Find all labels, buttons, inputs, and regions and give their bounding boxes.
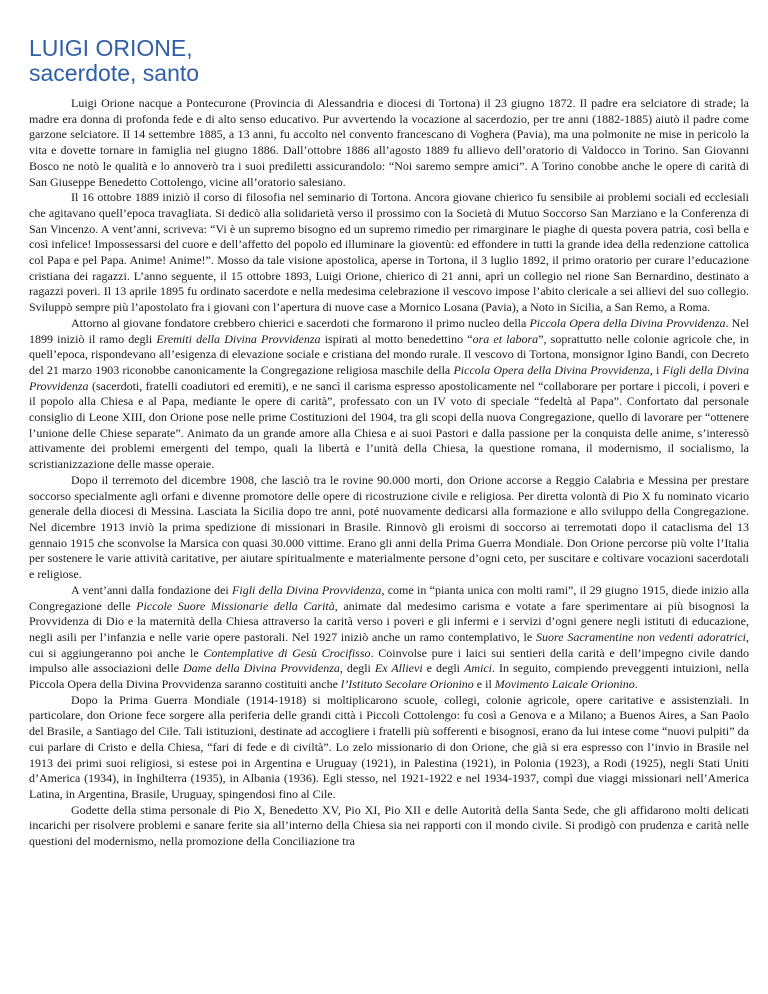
text-run: . Nel 1899 iniziò il ramo degli (29, 315, 749, 346)
paragraph (29, 96, 749, 190)
page-title (29, 36, 749, 86)
italic-text: ora et labora (472, 331, 539, 346)
paragraph (29, 190, 749, 316)
italic-text: Piccola Opera della Divina Provvidenza (529, 315, 726, 330)
text-run: Il 16 ottobre 1889 iniziò il corso di filosofia nel seminario di Tortona. Ancora giovane chierico fu sensibile ai problemi sociali ed ecclesiali che agitavano quell’epoca travagliata. Si dedicò alla solidarietà verso il prossimo con la Società di Mutuo Soccorso San Marziano e la Conferenza di San Vincenzo. A vent’anni, scriveva: “Vi è un supremo bisogno ed un supremo rimedio per rimarginare le piaghe di questa povera patria, così bella e così infelice! Impossessarsi del cuore e dell’affetto del popolo ed illuminare la gioventù: ed effondere in tutti la grande idea della redenzione cattolica col Papa e pel Papa. Anime! Anime!”. Mosso da tale visione apostolica, aperse in Tortona, il 3 luglio 1892, il primo oratorio per curare l’educazione cristiana dei ragazzi. L’anno seguente, il 15 ottobre 1893, Luigi Orione, chierico di 21 anni, aprì un collegio nel rione San Bernardino, destinato a ragazzi poveri. Il 13 aprile 1895 fu ordinato sacerdote e nella medesima celebrazione il vescovo impose l’abito clericale a sei allievi del suo collegio. Sviluppò sempre più l’apostolato fra i giovani con l’apertura di nuove case a Mornico Losana (Pavia), a Noto in Sicilia, a San Remo, a Roma. (29, 190, 749, 315)
italic-text: Contemplative di Gesù Crocifisso (203, 645, 371, 660)
italic-text: Figli della Divina Provvidenza (232, 582, 382, 597)
text-run: Godette della stima personale di Pio X, Benedetto XV, Pio XI, Pio XII e delle Autorità della Santa Sede, che gli affidarono molti delicati incarichi per risolvere problemi e sanare ferite sia all’interno della Chiesa sia nei rapporti con il mondo civile. Si prodigò con prudenza e carità nelle questioni del modernismo, nella promozione della Conciliazione tra (29, 802, 749, 849)
text-run: ispirati al motto benedettino “ (320, 331, 473, 346)
text-run: , come in “pianta unica con molti rami”, il 29 giugno 1915, diede inizio alla Congregazione delle (29, 582, 750, 613)
text-run: Dopo la Prima Guerra Mondiale (1914-1918) si moltiplicarono scuole, collegi, colonie agricole, opere caritative e assistenziali. In particolare, don Orione fece sorgere alla periferia delle grandi città i Piccoli Cottolengo: fu così a Genova e a Milano; a Buenos Aires, a San Paolo del Brasile, a Santiago del Cile. Tali istituzioni, destinate ad accogliere i fratelli più sofferenti e bisognosi, erano da lui intese come “nuovi pulpiti” da cui parlare di Cristo e della Chiesa, “fari di fede e di civiltà”. Lo zelo missionario di don Orione, che già si era espresso con l’invio in Brasile nel 1913 dei primi suoi religiosi, si estese poi in Argentina e Uruguay (1921), in Palestina (1921), in Polonia (1923), a Rodi (1925), negli Stati Uniti d’America (1934), in Inghilterra (1935), in Albania (1936). Egli stesso, nel 1921-1922 e nel 1934-1937, compì due viaggi missionari nell’America Latina, in Argentina, Brasile, Uruguay, spingendosi fino al Cile. (29, 692, 749, 801)
document-page (29, 36, 749, 850)
italic-text: Dame della Divina Provvidenza (183, 661, 340, 676)
paragraph (29, 316, 749, 473)
text-run: Dopo il terremoto del dicembre 1908, che lasciò tra le rovine 90.000 morti, don Orione accorse a Reggio Calabria e Messina per prestare soccorso specialmente agli orfani e divenne promotore delle opere di ricostruzione civile e religiosa. Per diretta volontà di Pio X fu nominato vicario generale della diocesi di Messina. Lasciata la Sicilia dopo tre anni, poté nuovamente dedicarsi alla formazione e allo sviluppo della Congregazione. Nel dicembre 1913 inviò la prima spedizione di missionari in Brasile. Rinnovò gli eroismi di soccorso ai terremotati dopo il cataclisma del 13 gennaio 1915 che sconvolse la Marsica con quasi 30.000 vittime. Erano gli anni della Prima Guerra Mondiale. Don Orione percorse più volte l’Italia per sostenere le varie attività caritative, per aiutare spiritualmente e materialmente persone d’ogni ceto, per suscitare e coltivare vocazioni sacerdotali e religiose. (29, 472, 749, 582)
italic-text: Figli della Divina Provvidenza (29, 362, 749, 393)
paragraph (29, 583, 749, 693)
italic-text: Piccola Opera della Divina Provvidenza (453, 362, 650, 377)
text-run: , i (649, 362, 663, 377)
text-run: A vent’anni dalla fondazione dei (71, 582, 233, 597)
paragraph (29, 803, 749, 850)
text-run: e degli (422, 661, 464, 676)
text-run: , cui si aggiungeranno poi anche le (29, 629, 749, 660)
text-run: , animate dal medesimo carisma e votate a fare sperimentare ai più bisognosi la Provvidenza di Dio e la maternità della Chiesa attraverso la carità verso i poveri e gli infermi e i servizi d’ogni genere negli istituti di educazione, negli asili per l’infanzia e nelle varie opere pastorali. Nel 1927 iniziò anche un ramo contemplativo, le (29, 598, 749, 644)
text-run: (sacerdoti, fratelli coadiutori ed eremiti), e ne sancì il carisma espresso apostolicamente nel “collaborare per portare i piccoli, i poveri e il popolo alla Chiesa e al Papa, mediante le opere di carità”, professato con un IV voto di speciale “fedeltà al Papa”. Confortato dal personale consiglio di Leone XIII, don Orione pose nelle prime Costituzioni del 1904, tra gli scopi della nuova Congregazione, quello di lavorare per “ottenere l’unione delle Chiese separate”. Animato da un grande amore alla Chiesa e ai suoi Pastori e dalla passione per la conquista delle anime, s’interessò attivamente dei problemi emergenti del tempo, quali la libertà e l’unità della Chiesa, la questione romana, il modernismo, il socialismo, la scristianizzazione delle masse operaie. (29, 378, 749, 472)
text-run: Luigi Orione nacque a Pontecurone (Provincia di Alessandria e diocesi di Tortona) il 23 giugno 1872. Il padre era selciatore di strade; la madre era donna di profonda fede e di alto senso educativo. Pur avvertendo la vocazione al sacerdozio, per tre anni (1882-1885) aiutò il padre come garzone selciatore. Il 14 settembre 1885, a 13 anni, fu accolto nel convento francescano di Voghera (Pavia), ma una polmonite ne mise in pericolo la vita e dovette tornare in famiglia nel giugno 1886. Dall’ottobre 1886 all’agosto 1889 fu allievo dell’oratorio di Valdocco in Torino. San Giovanni Bosco ne notò le qualità e lo annoverò tra i suoi prediletti assicurandolo: “Noi saremo sempre amici”. A Torino conobbe anche le opere di carità di San Giuseppe Benedetto Cottolengo, vicine all’oratorio salesiano. (29, 96, 749, 189)
text-run: Attorno al giovane fondatore crebbero chierici e sacerdoti che formarono il primo nucleo della (71, 315, 530, 330)
text-run: ”, soprattutto nelle colonie agricole che, in quell’epoca, rispondevano all’esigenza di elevazione sociale e cristiana del mondo rurale. Il vescovo di Tortona, monsignor Igino Bandi, con Decreto del 21 marzo 1903 riconobbe canonicamente la Congregazione religiosa maschile della (29, 331, 749, 377)
text-run: e il (473, 677, 495, 692)
italic-text: Ex Allievi (374, 661, 423, 676)
document-body (29, 96, 749, 850)
paragraph (29, 693, 749, 803)
text-run: , degli (339, 661, 375, 676)
paragraph (29, 473, 749, 583)
italic-text: Eremiti della Divina Provvidenza (156, 331, 321, 346)
text-run: . Coinvolse pure i laici sui sentieri della carità e dell’impegno civile dando impulso alle associazioni delle (29, 645, 749, 676)
text-run: . (634, 677, 638, 692)
italic-text: Amici (464, 661, 492, 676)
title-line-2: sacerdote, santo (29, 60, 200, 86)
italic-text: Movimento Laicale Orionino (494, 677, 635, 692)
text-run: . In seguito, compiendo preveggenti intuizioni, nella Piccola Opera della Divina Provvidenza saranno costituiti anche (29, 661, 749, 692)
italic-text: l’Istituto Secolare Orionino (340, 677, 474, 692)
italic-text: Piccole Suore Missionarie della Carità (136, 598, 335, 613)
title-line-1: LUIGI ORIONE, (29, 35, 193, 61)
italic-text: Suore Sacramentine non vedenti adoratrici (535, 629, 746, 644)
